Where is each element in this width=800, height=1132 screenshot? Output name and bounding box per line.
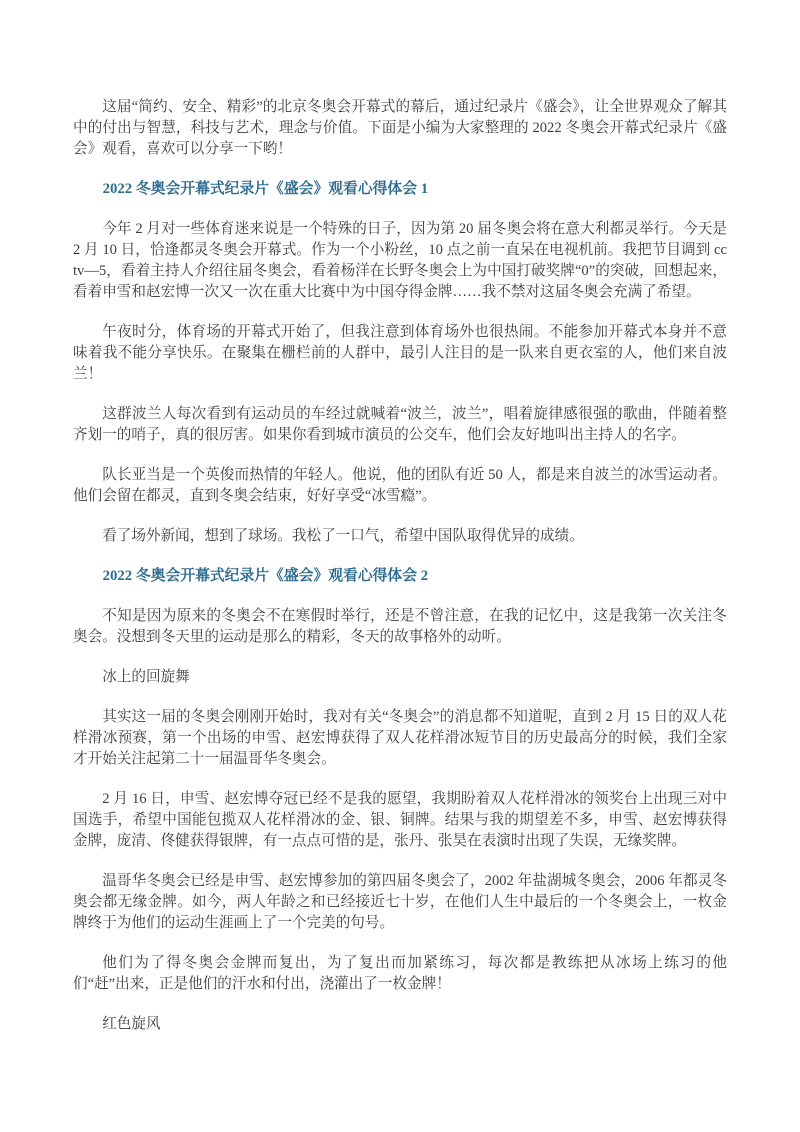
body-paragraph: 不知是因为原来的冬奥会不在寒假时举行，还是不曾注意，在我的记忆中，这是我第一次关注冬奥会。没想到冬天里的运动是那么的精彩，冬天的故事格外的动听。 [73, 608, 727, 645]
body-paragraph: 队长亚当是一个英俊而热情的年轻人。他说，他的团队有近 50 人，都是来自波兰的冰雪运动者。他们会留在都灵，直到冬奥会结束，好好享受“冰雪瘾”。 [73, 467, 727, 504]
body-paragraph: 其实这一届的冬奥会刚刚开始时，我对有关“冬奥会”的消息都不知道呢，直到 2 月 15 日的双人花样滑冰预赛，第一个出场的申雪、赵宏博获得了双人花样滑冰短节目的历史最高分的时候，我们全家才开始关注起第二十一届温哥华冬奥会。 [73, 709, 727, 767]
intro-paragraph: 这届“简约、安全、精彩”的北京冬奥会开幕式的幕后，通过纪录片《盛会》，让全世界观众了解其中的付出与智慧，科技与艺术，理念与价值。下面是小编为大家整理的 2022 冬奥会开幕式纪录片《盛会》观看，喜欢可以分享一下哟！ [73, 99, 727, 157]
body-paragraph: 2 月 16 日，申雪、赵宏博夺冠已经不是我的愿望，我期盼着双人花样滑冰的领奖台上出现三对中国选手，希望中国能包揽双人花样滑冰的金、银、铜牌。结果与我的期望差不多，申雪、赵宏博获得金牌，庞清、佟健获得银牌，有一点点可惜的是，张丹、张昊在表演时出现了失误，无缘奖牌。 [73, 791, 727, 849]
subtitle-ice-rondo: 冰上的回旋舞 [102, 669, 190, 685]
subtitle-red-whirlwind: 红色旋风 [102, 1016, 161, 1032]
body-paragraph: 他们为了得冬奥会金牌而复出，为了复出而加紧练习，每次都是教练把从冰场上练习的他们“赶”出来，正是他们的汗水和付出，浇灌出了一枚金牌！ [73, 955, 727, 992]
body-paragraph: 午夜时分，体育场的开幕式开始了，但我注意到体育场外也很热闹。不能参加开幕式本身并不意味着我不能分享快乐。在聚集在栅栏前的人群中，最引人注目的是一队来自更衣室的人，他们来自波兰！ [73, 324, 727, 382]
body-paragraph: 这群波兰人每次看到有运动员的车经过就喊着“波兰，波兰”，唱着旋律感很强的歌曲，伴随着整齐划一的哨子，真的很厉害。如果你看到城市演员的公交车，他们会友好地叫出主持人的名字。 [73, 406, 727, 443]
section-heading-1: 2022 冬奥会开幕式纪录片《盛会》观看心得体会 1 [102, 181, 429, 197]
body-paragraph: 温哥华冬奥会已经是申雪、赵宏博参加的第四届冬奥会了，2002 年盐湖城冬奥会，2006 年都灵冬奥会都无缘金牌。如今，两人年龄之和已经接近七十岁，在他们人生中最后的一个冬奥会上，一枚金牌终于为他们的运动生涯画上了一个完美的句号。 [73, 873, 727, 931]
body-paragraph: 今年 2 月对一些体育迷来说是一个特殊的日子，因为第 20 届冬奥会将在意大利都灵举行。今天是 2 月 10 日，恰逢都灵冬奥会开幕式。作为一个小粉丝，10 点之前一直呆在电视机前。我把节目调到 cctv—5，看着主持人介绍往届冬奥会，看着杨洋在长野冬奥会上为中国打破奖牌“0”的突破，回想起来，看着申雪和赵宏博一次又一次在重大比赛中为中国夺得金牌……我不禁对这届冬奥会充满了希望。 [73, 221, 727, 300]
body-paragraph: 看了场外新闻，想到了球场。我松了一口气，希望中国队取得优异的成绩。 [102, 528, 584, 544]
section-heading-2: 2022 冬奥会开幕式纪录片《盛会》观看心得体会 2 [102, 568, 429, 584]
